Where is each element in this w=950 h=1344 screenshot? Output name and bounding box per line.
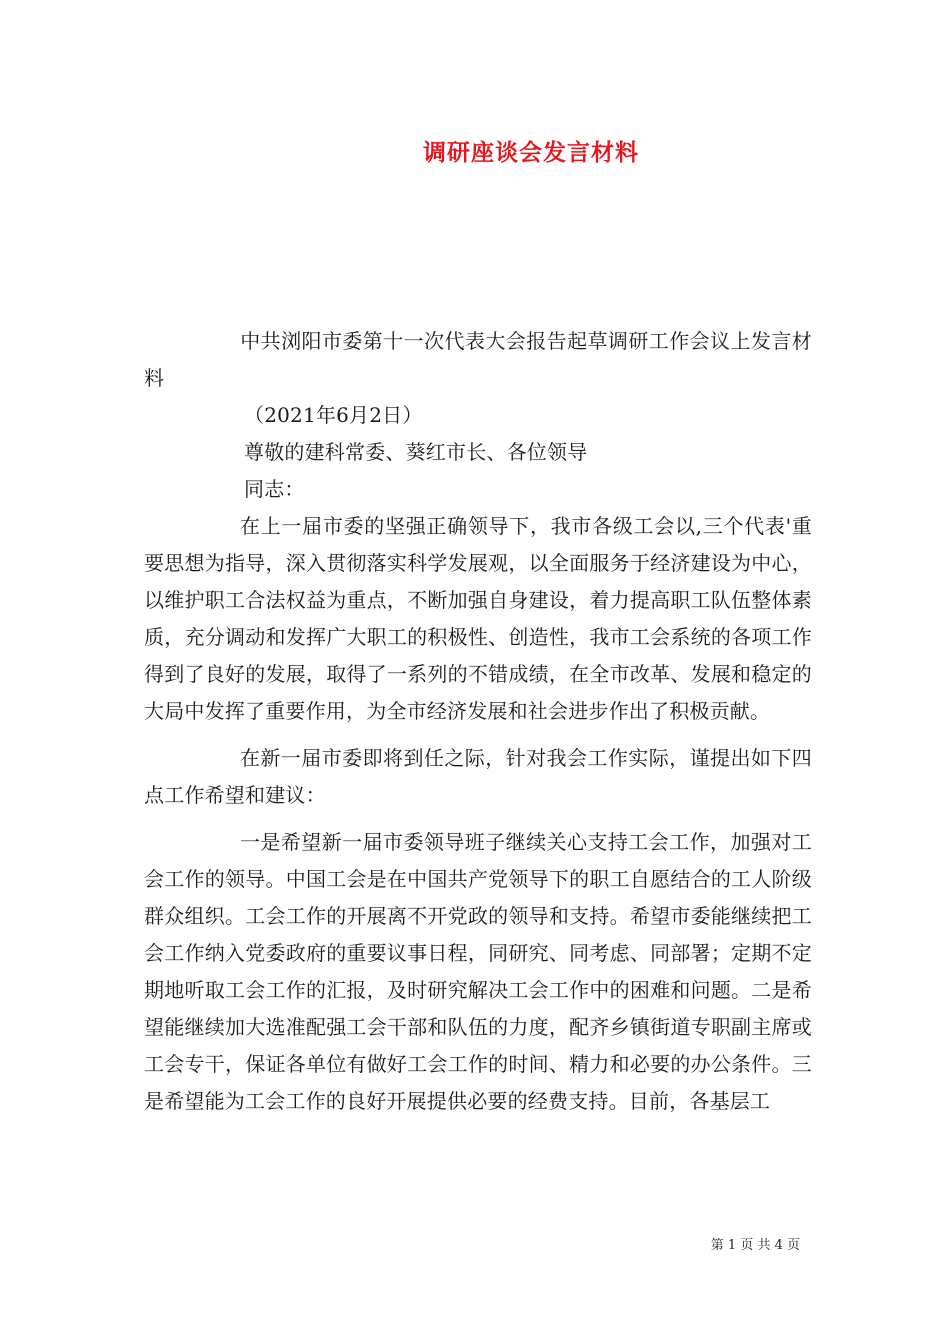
page-number: 第 1 页 共 4 页 xyxy=(710,1238,800,1253)
paragraph-achievements: 在上一届市委的坚强正确领导下，我市各级工会以,三个代表'重要思想为指导，深入贯彻落实科学发展观，以全面服务于经济建设为中心，以维护职工合法权益为重点，不断加强自身建设，着力提高职工队伍整体素质，充分调动和发挥广大职工的积极性、创造性，我市工会系统的各项工作得到了良好的发展，取得了一系列的不错成绩，在全市改革、发展和稳定的大局中发挥了重要作用，为全市经济发展和社会进步作出了积极贡献。 xyxy=(144,514,812,723)
salutation-line: 尊敬的建科常委、葵红市长、各位领导 xyxy=(244,440,588,464)
date-line: （2021年6月2日） xyxy=(244,403,423,427)
document-title: 调研座谈会发言材料 xyxy=(423,139,639,166)
subtitle-paragraph xyxy=(144,323,812,397)
paragraph-proposals-intro: 在新一届市委即将到任之际，针对我会工作实际，谨提出如下四点工作希望和建议： xyxy=(144,746,812,807)
paragraph-proposals: 一是希望新一届市委领导班子继续关心支持工会工作，加强对工会工作的领导。中国工会是在中国共产党领导下的职工自愿结合的工人阶级群众组织。工会工作的开展离不开党政的领导和支持。希望市委能继续把工会工作纳入党委政府的重要议事日程，同研究、同考虑、同部署；定期不定期地听取工会工作的汇报，及时研究解决工会工作中的困难和问题。二是希望能继续加大选准配强工会干部和队伍的力度，配齐乡镇街道专职副主席或工会专干，保证各单位有做好工会工作的时间、精力和必要的办公条件。三是希望能为工会工作的良好开展提供必要的经费支持。目前，各基层工 xyxy=(144,830,812,1113)
subtitle: 中共浏阳市委第十一次代表大会报告起草调研工作会议上发言材料 xyxy=(144,329,812,390)
document-body xyxy=(144,323,812,1120)
salutation-comrades: 同志： xyxy=(244,477,305,501)
